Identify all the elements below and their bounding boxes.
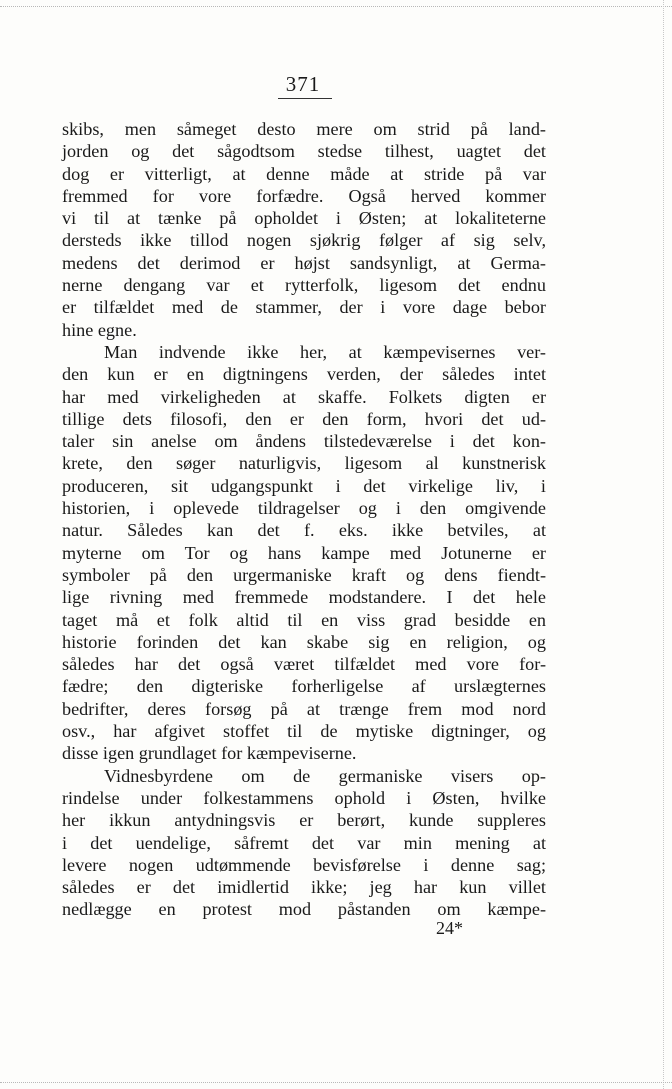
text-line: myterne om Tor og hans kampe med Jotunerne er <box>62 542 546 563</box>
text-line: historien, i oplevede tildragelser og i den omgivende <box>62 498 546 519</box>
text-line: skibs, men såmeget desto mere om strid på land- <box>62 119 546 139</box>
text-line: fremmed for vore forfædre. Også herved kommer <box>62 185 546 206</box>
text-line: taget må et folk altid til en viss grad besidde en <box>62 609 546 630</box>
text-line: bedrifter, deres forsøg på at trænge frem mod nord <box>62 698 546 719</box>
text-line: dersteds ikke tillod nogen sjøkrig følger af sig selv, <box>62 230 546 251</box>
text-line: symboler på den urgermaniske kraft og dens fiendt- <box>62 564 546 585</box>
paragraph <box>62 341 546 765</box>
signature-mark: 24* <box>436 918 463 938</box>
text-line: tillige dets filosofi, den er den form, hvori det ud- <box>62 408 546 429</box>
text-line: således har det også været tilfældet med vore for- <box>62 654 546 675</box>
text-line: har med virkeligheden at skaffe. Folkets digten er <box>62 386 546 407</box>
text-line: taler sin anelse om åndens tilstedeværelse i det kon- <box>62 431 546 452</box>
scan-edge-bottom <box>0 1082 672 1083</box>
text-line: dog er vitterligt, at denne måde at stride på var <box>62 163 546 184</box>
paragraph <box>62 118 546 341</box>
text-line: levere nogen udtømmende bevisførelse i denne sag; <box>62 854 546 875</box>
text-line: natur. Således kan det f. eks. ikke betviles, at <box>62 520 546 541</box>
text-line: er tilfældet med de stammer, der i vore dage bebor <box>62 297 546 318</box>
text-line: nerne dengang var et rytterfolk, ligesom det endnu <box>62 275 546 296</box>
text-line: rindelse under folkestammens ophold i Østen, hvilke <box>62 787 546 808</box>
text-line: osv., har afgivet stoffet til de mytiske digtninger, og <box>62 721 546 742</box>
scan-edge-right <box>663 0 664 1089</box>
text-line: her ikkun antydningsvis er berørt, kunde suppleres <box>62 810 546 831</box>
text-line: historie forinden det kan skabe sig en religion, og <box>62 631 546 652</box>
page-number: 371 <box>285 72 321 96</box>
text-line: i det uendelige, såfremt det var min mening at <box>62 832 546 853</box>
text-line: Vidnesbyrdene om de germaniske visers op- <box>104 765 546 786</box>
text-line: lige rivning med fremmede modstandere. I det hele <box>62 587 546 608</box>
text-line: vi til at tænke på opholdet i Østen; at lokaliteterne <box>62 208 546 229</box>
text-line: disse igen grundlaget for kæmpeviserne. <box>62 743 357 764</box>
text-line: jorden og det sågodtsom stedse tilhest, uagtet det <box>62 141 546 162</box>
paragraph <box>62 765 546 921</box>
body-text <box>62 118 546 921</box>
page-number-rule <box>278 98 332 99</box>
text-line: krete, den søger naturligvis, ligesom al kunstnerisk <box>62 453 546 474</box>
scan-edge-top <box>0 6 672 7</box>
text-line: den kun er en digtningens verden, der således intet <box>62 364 546 385</box>
text-line: medens det derimod er højst sandsynligt, at Germa- <box>62 252 546 273</box>
text-line: nedlægge en protest mod påstanden om kæmpe- <box>62 899 546 920</box>
text-line: hine egne. <box>62 319 137 340</box>
text-line: fædre; den digteriske forherligelse af urslægternes <box>62 676 546 697</box>
text-line: Man indvende ikke her, at kæmpevisernes ver- <box>104 341 546 362</box>
text-line: således er det imidlertid ikke; jeg har kun villet <box>62 877 546 898</box>
text-line: produceren, sit udgangspunkt i det virkelige liv, i <box>62 475 546 496</box>
